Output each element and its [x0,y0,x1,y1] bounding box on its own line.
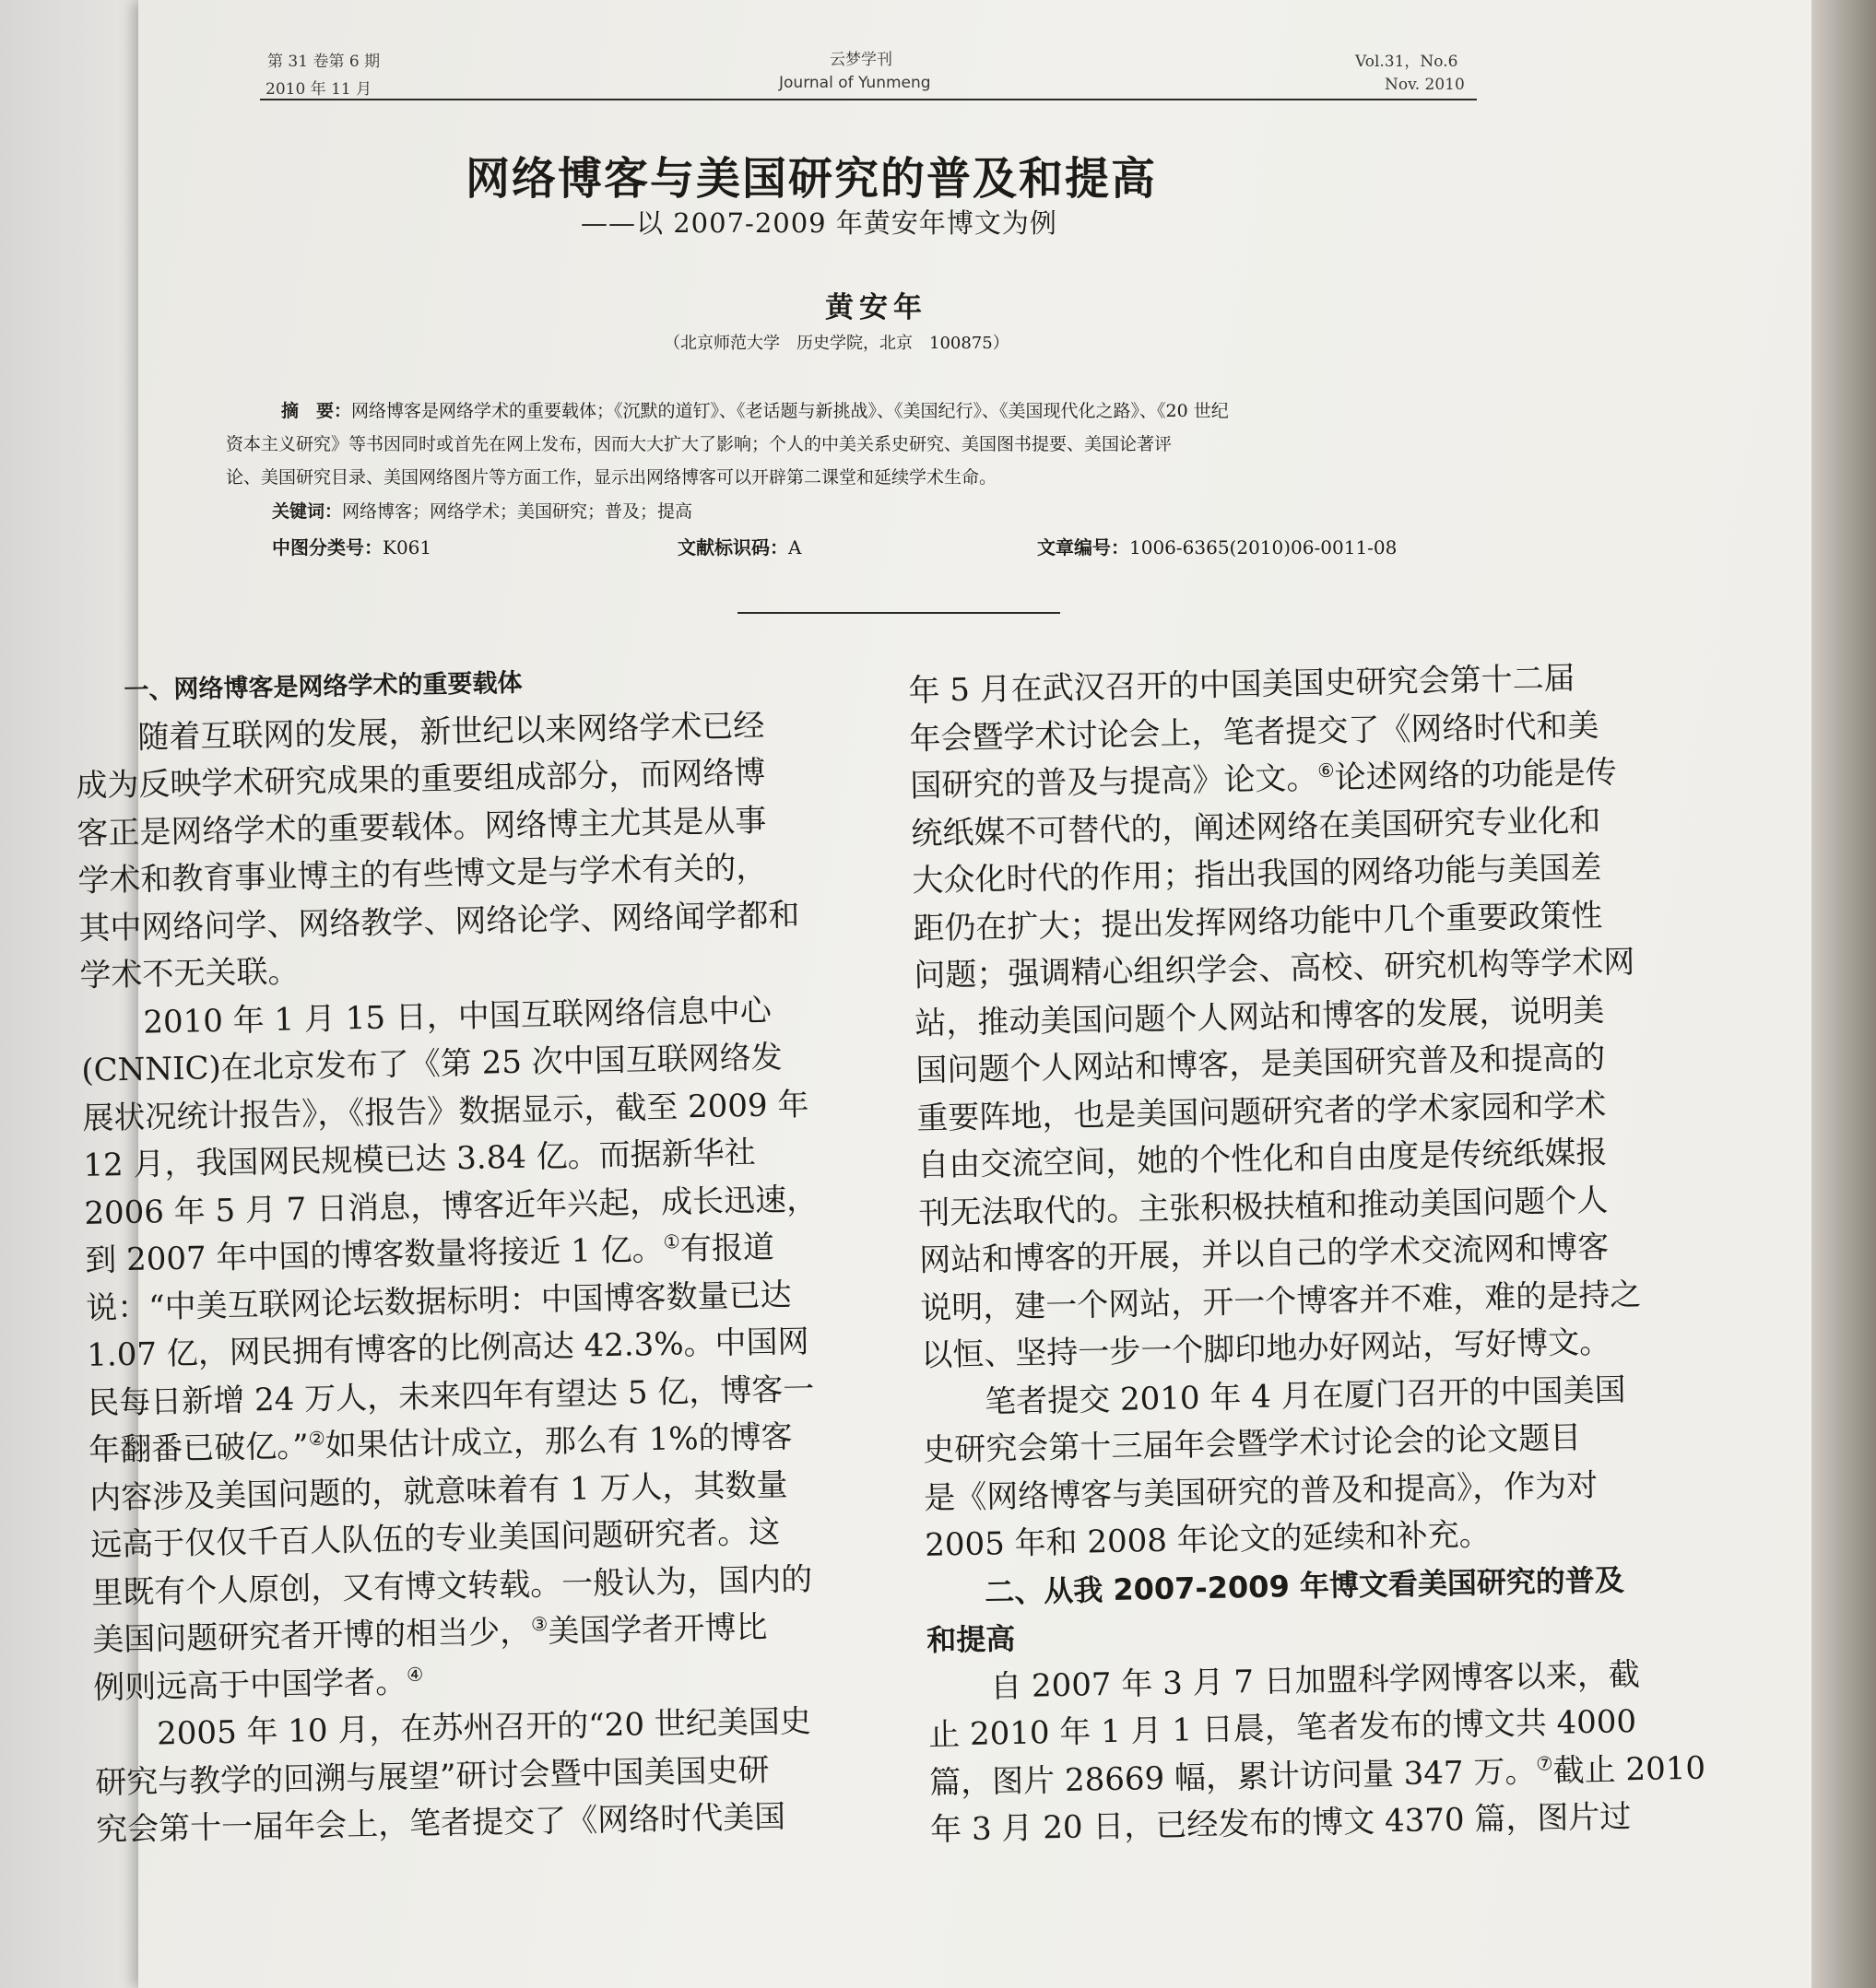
body-text-line: 统纸媒不可替代的，阐述网络在美国研究专业化和 [911,802,1601,853]
body-text-line: 笔者提交 2010 年 4 月在厦门召开的中国美国 [921,1370,1626,1422]
section-heading-line: 一、网络博客是网络学术的重要载体 [74,668,523,706]
header-vol-en: Vol.31，No.6 [1355,53,1458,71]
abstract-line: 摘 要：网络博客是网络学术的重要载体；《沉默的道钉》、《老话题与新挑战》、《美国纪行》、《美国现代化之路》、《20 世纪 [281,401,1229,421]
article-number: 文章编号：1006-6365(2010)06-0011-08 [1037,536,1398,559]
body-text-line: 年会暨学术讨论会上，笔者提交了《网络时代和美 [909,707,1599,758]
body-text-line: 说明，建一个网站，开一个博客并不难，难的是持之 [919,1276,1642,1327]
header-date-en: Nov. 2010 [1385,76,1465,94]
body-text-line: 年 3 月 20 日，已经发布的博文 4370 篇，图片过 [929,1798,1632,1849]
body-left-column [74,654,830,1855]
abstract-label: 摘 要： [281,401,352,421]
footnote-marker: ④ [406,1663,424,1686]
body-text-line: 年 5 月在武汉召开的中国美国史研究会第十二届 [908,660,1575,710]
footnote-marker: ⑥ [1316,759,1335,782]
clc-number: 中图分类号：K061 [272,536,432,559]
body-text-line: 2005 年 10 月，在苏州召开的“20 世纪美国史 [93,1702,812,1754]
footnote-marker: ⑦ [1536,1751,1553,1775]
abstract [226,394,1544,494]
body-text-line: 史研究会第十三届年会暨学术讨论会的论文题目 [922,1419,1582,1469]
body-text-line: 随着互联网的发展，新世纪以来网络学术已经 [75,707,765,758]
body-text-line: 国研究的普及与提高》论文。⑥论述网络的功能是传 [910,754,1617,805]
body-text-line: 12 月，我国网民规模已达 3.84 亿。而据新华社 [82,1134,757,1184]
footnote-marker: ① [663,1230,680,1253]
header-date: 2010 年 11 月 [265,80,372,99]
header-volume: 第 31 卷第 6 期 [267,53,381,71]
body-text-line: 以恒、坚持一步一个脚印地办好网站，写好博文。 [920,1323,1611,1374]
body-text-line: 刊无法取代的。主张积极扶植和推动美国问题个人 [917,1182,1609,1232]
body-text-line: 大众化时代的作用；指出我国的网络功能与美国差 [912,849,1602,900]
abstract-line: 资本主义研究》等书因同时或首先在网上发布，因而大大扩大了影响；个人的中美关系史研究、美国图书提要、美国论著评 [226,434,1173,454]
body-text-line: 网站和博客的开展，并以自己的学术交流网和博客 [918,1229,1610,1279]
body-text-line: 问题；强调精心组织学会、高校、研究机构等学术网 [914,943,1635,994]
body-text-line: 2010 年 1 月 15 日，中国互联网络信息中心 [80,992,773,1042]
table-background [1811,0,1876,1988]
body-text-line: 远高于仅仅千百人队伍的专业美国问题研究者。这 [89,1513,781,1564]
body-text-line: 年翻番已破亿。”②如果估计成立，那么有 1%的博客 [88,1418,793,1469]
body-text-line: 民每日新增 24 万人，未来四年有望达 5 亿，博客一 [87,1370,815,1422]
body-text-line: 1.07 亿，网民拥有博客的比例高达 42.3%。中国网 [86,1323,809,1374]
body-text-line: 站，推动美国问题个人网站和博客的发展，说明美 [914,992,1605,1042]
body-text-line: (CNNIC)在北京发布了《第 25 次中国互联网络发 [81,1039,784,1089]
abstract-line: 论、美国研究目录、美国网络图片等方面工作，显示出网络博客可以开辟第二课堂和延续学术生命。 [226,467,997,488]
article-author: 黄安年 [825,291,927,324]
section-separator [737,612,1060,614]
body-text-line: 展状况统计报告》，《报告》数据显示，截至 2009 年 [81,1086,809,1137]
keywords [272,498,692,523]
footnote-marker: ③ [530,1612,549,1636]
body-right-column [908,653,1706,1854]
body-text-line: 客正是网络学术的重要载体。网络博主尤其是从事 [77,802,767,853]
keywords-text: 网络博客；网络学术；美国研究；普及；提高 [342,501,693,522]
body-text-line: 篇，图片 28669 幅，累计访问量 347 万。⑦截止 2010 [928,1749,1706,1802]
body-text-line: 重要阵地，也是美国问题研究者的学术家园和学术 [915,1087,1607,1137]
body-text-line: 距仍在扩大；提出发挥网络功能中几个重要政策性 [913,897,1603,947]
body-text-line: 2005 年和 2008 年论文的延续和补充。 [924,1516,1492,1564]
body-text-line: 内容涉及美国问题的，就意味着有 1 万人，其数量 [88,1465,788,1517]
header-journal-cn: 云梦学刊 [830,51,892,69]
body-text-line: 其中网络问学、网络教学、网络论学、网络闻学都和 [78,896,800,947]
body-text-line: 2006 年 5 月 7 日消息，博客近年兴起，成长迅速， [83,1181,819,1232]
body-text-line: 学术不无关联。 [79,953,300,994]
body-text-line: 是《网络博客与美国研究的普及和提高》，作为对 [923,1466,1599,1517]
body-text-line: 美国问题研究者开博的相当少，③美国学者开博比 [91,1608,768,1659]
body-text-line: 自 2007 年 3 月 7 日加盟科学网博客以来，截 [926,1655,1641,1707]
body-text-line: 成为反映学术研究成果的重要组成部分，而网络博 [76,754,766,805]
document-code: 文献标识码：A [678,536,802,559]
body-text-line: 研究与教学的回溯与展望”研讨会暨中国美国史研 [94,1751,770,1802]
keywords-label: 关键词： [272,501,343,522]
section-heading-line: 和提高 [926,1620,1016,1658]
footnote-marker: ② [308,1427,325,1450]
article-subtitle: ——以 2007-2009 年黄安年博文为例 [581,207,1057,239]
header-rule [260,99,1477,100]
body-text-line: 究会第十一届年会上，笔者提交了《网络时代美国 [95,1798,786,1849]
body-text-line: 说：“中美互联网论坛数据标明：中国博客数量已达 [85,1276,792,1327]
body-text-line: 里既有个人原创，又有博文转载。一般认为，国内的 [90,1560,813,1612]
section-heading-line: 二、从我 2007-2009 年博文看美国研究的普及 [925,1561,1625,1611]
body-text-line: 学术和教育事业博主的有些博文是与学术有关的， [77,849,768,900]
body-text-line: 例则远高于中国学者。④ [92,1663,424,1707]
article-title: 网络博客与美国研究的普及和提高 [466,153,1158,205]
article-affiliation: （北京师范大学 历史学院，北京 100875） [664,334,1009,353]
header-journal-en: Journal of Yunmeng [779,74,931,92]
body-text-line: 止 2010 年 1 月 1 日晨，笔者发布的博文共 4000 [927,1703,1637,1754]
body-text-line: 到 2007 年中国的博客数量将接近 1 亿。①有报道 [84,1229,775,1279]
body-text-line: 自由交流空间，她的个性化和自由度是传统纸媒报 [916,1134,1608,1184]
body-text-line: 国问题个人网站和博客，是美国研究普及和提高的 [915,1039,1606,1089]
